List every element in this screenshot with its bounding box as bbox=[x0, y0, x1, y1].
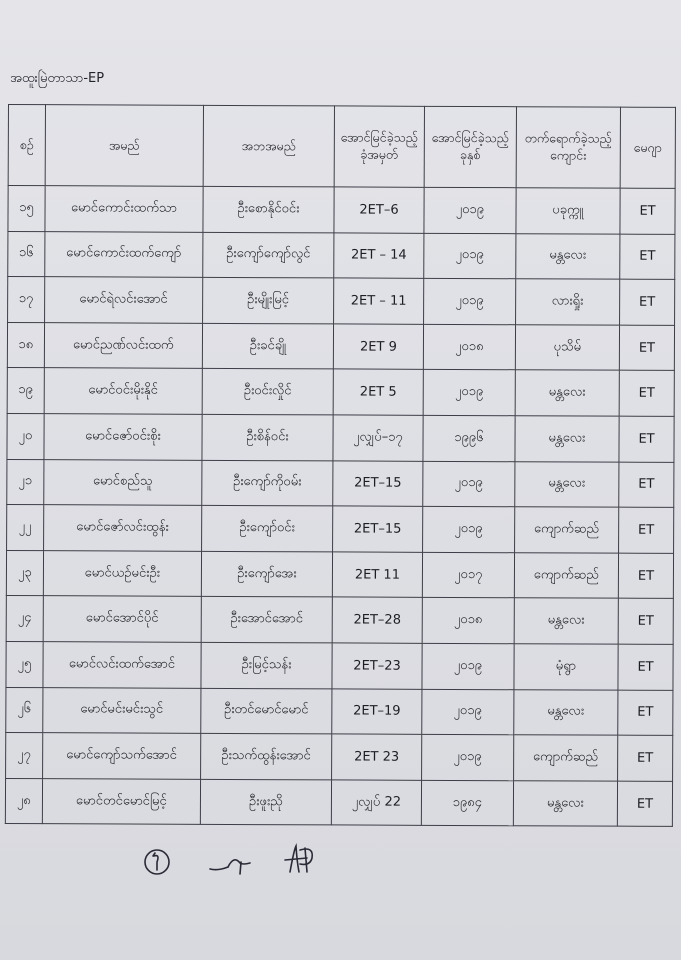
cell-year: ၂၀၁၉ bbox=[422, 643, 514, 689]
cell-year: ၁၉၉၆ bbox=[423, 415, 515, 461]
cell-major: ET bbox=[618, 599, 673, 645]
col-header-year: အောင်မြင်ခဲ့သည့် ခုနှစ် bbox=[424, 106, 516, 187]
cell-father-name: ဦးကျော်ကိုဝမ်း bbox=[202, 460, 333, 506]
cell-name: မောင်မင်းမင်းသွင် bbox=[43, 687, 201, 733]
cell-major: ET bbox=[618, 644, 673, 690]
cell-serial: ၂၇ bbox=[6, 733, 43, 779]
cell-serial: ၂၂ bbox=[7, 505, 44, 551]
cell-name: မောင်စည်သူ bbox=[44, 459, 202, 505]
cell-father-name: ဦးအောင်အောင် bbox=[201, 597, 332, 643]
cell-father-name: ဦးခင်ချို bbox=[202, 323, 333, 369]
cell-school: မန္တလေး bbox=[514, 689, 618, 735]
table-row bbox=[5, 778, 672, 827]
cell-name: မောင်ရဲလင်းအောင် bbox=[45, 277, 203, 323]
cell-serial: ၁၆ bbox=[8, 231, 45, 277]
cell-serial: ၂၀ bbox=[7, 413, 44, 459]
handwritten-signature-2 bbox=[285, 846, 312, 872]
cell-father-name: ဦးဝင်းလှိုင် bbox=[202, 369, 333, 415]
table-row bbox=[8, 231, 675, 280]
cell-serial: ၁၈ bbox=[7, 322, 44, 368]
cell-major: ET bbox=[619, 416, 674, 462]
col-header-school: တက်ရောက်ခဲ့သည့်ကျောင်း bbox=[516, 107, 620, 188]
cell-year: ၂၀၁၉ bbox=[423, 370, 515, 416]
cell-father-name: ဦးမြင့်သန်း bbox=[201, 642, 332, 688]
cell-school: ကျောက်ဆည် bbox=[514, 735, 618, 781]
cell-major: ET bbox=[620, 188, 675, 234]
handwritten-signature-1 bbox=[210, 860, 250, 874]
cell-year: ၂၀၁၈ bbox=[423, 324, 515, 370]
cell-major: ET bbox=[617, 781, 672, 827]
cell-roll-number: 2ET 23 bbox=[332, 734, 422, 780]
cell-serial: ၂၈ bbox=[5, 778, 42, 824]
table-row bbox=[7, 413, 674, 462]
handwritten-mark bbox=[145, 850, 169, 874]
cell-serial: ၁၅ bbox=[8, 186, 45, 232]
col-header-name: အမည် bbox=[45, 105, 203, 187]
cell-major: ET bbox=[619, 371, 674, 417]
cell-school: မုံရွာ bbox=[514, 644, 618, 690]
cell-year: ၂၀၁၉ bbox=[424, 187, 516, 233]
cell-serial: ၂၅ bbox=[6, 641, 43, 687]
cell-roll-number: 2ET 9 bbox=[333, 324, 423, 370]
table-row bbox=[7, 505, 674, 554]
cell-school: မန္တလေး bbox=[514, 598, 618, 644]
cell-roll-number: 2ET 11 bbox=[332, 552, 422, 598]
cell-name: မောင်ဇော်ဝင်းစိုး bbox=[44, 414, 202, 460]
table-row bbox=[7, 459, 674, 508]
cell-name: မောင်ယဉ်မင်းဦး bbox=[43, 550, 201, 596]
cell-serial: ၂၃ bbox=[6, 550, 43, 596]
cell-roll-number: 2ET–28 bbox=[332, 597, 422, 643]
cell-school: ကျောက်ဆည် bbox=[515, 507, 619, 553]
cell-major: ET bbox=[619, 507, 674, 553]
table-row bbox=[8, 186, 675, 235]
cell-serial: ၂၄ bbox=[6, 596, 43, 642]
cell-major: ET bbox=[618, 735, 673, 781]
cell-roll-number: ၂လျှပ်–၁၇ bbox=[333, 415, 423, 461]
cell-major: ET bbox=[619, 462, 674, 508]
cell-roll-number: 2ET–15 bbox=[333, 460, 423, 506]
table-row bbox=[6, 641, 673, 690]
cell-year: ၂၀၁၉ bbox=[423, 461, 515, 507]
cell-school: မန္တလေး bbox=[516, 233, 620, 279]
cell-roll-number: 2ET 5 bbox=[333, 369, 423, 415]
cell-father-name: ဦးကျော်ကျော်လွင် bbox=[203, 232, 334, 278]
cell-serial: ၁၇ bbox=[8, 277, 45, 323]
cell-year: ၂၀၁၉ bbox=[422, 734, 514, 780]
cell-year: ၂၀၁၇ bbox=[422, 552, 514, 598]
cell-school: မန္တလေး bbox=[513, 780, 617, 826]
cell-year: ၂၀၁၉ bbox=[424, 233, 516, 279]
cell-school: ပခုက္ကူ bbox=[516, 188, 620, 234]
cell-father-name: ဦးကျော်အေး bbox=[201, 551, 332, 597]
cell-major: ET bbox=[618, 553, 673, 599]
student-register-table bbox=[5, 104, 676, 827]
cell-name: မောင်တင်မောင်မြင့် bbox=[42, 778, 200, 824]
table-row bbox=[6, 733, 673, 782]
cell-name: မောင်ဇော်လင်းထွန်း bbox=[44, 505, 202, 551]
cell-year: ၁၉၈၄ bbox=[421, 780, 513, 826]
table-row bbox=[6, 687, 673, 736]
cell-roll-number: 2ET–19 bbox=[332, 688, 422, 734]
cell-school: လားရှိုး bbox=[516, 279, 620, 325]
cell-year: ၂၀၁၉ bbox=[424, 279, 516, 325]
cell-roll-number: 2ET–23 bbox=[332, 643, 422, 689]
cell-roll-number: ၂လျှပ် 22 bbox=[331, 780, 421, 826]
cell-major: ET bbox=[618, 690, 673, 736]
cell-father-name: ဦးစိန်ဝင်း bbox=[202, 414, 333, 460]
cell-father-name: ဦးတင်မောင်မောင် bbox=[201, 688, 332, 734]
col-header-major: မေဂျာ bbox=[620, 107, 675, 188]
table-row bbox=[7, 322, 674, 371]
table-row bbox=[7, 368, 674, 417]
cell-year: ၂၀၁၉ bbox=[423, 506, 515, 552]
col-header-serial: စဉ် bbox=[8, 105, 45, 186]
table-row bbox=[6, 550, 673, 599]
page-heading: အထူးမြဲတာသာ-EP bbox=[10, 71, 105, 86]
cell-name: မောင်ဝင်းမိုးနိုင် bbox=[44, 368, 202, 414]
col-header-roll-number: အောင်မြင်ခဲ့သည့် ခုံအမှတ် bbox=[334, 106, 424, 187]
cell-name: မောင်လင်းထက်အောင် bbox=[43, 642, 201, 688]
cell-school: မန္တလေး bbox=[515, 416, 619, 462]
signature-area bbox=[140, 836, 360, 886]
cell-roll-number: 2ET–15 bbox=[333, 506, 423, 552]
cell-major: ET bbox=[619, 325, 674, 371]
cell-school: မန္တလေး bbox=[515, 461, 619, 507]
cell-name: မောင်ညဏ်လင်းထက် bbox=[44, 322, 202, 368]
cell-father-name: ဦးဖူးညို bbox=[200, 779, 331, 825]
cell-school: မန္တလေး bbox=[515, 370, 619, 416]
cell-school: ကျောက်ဆည် bbox=[514, 552, 618, 598]
cell-roll-number: 2ET – 14 bbox=[334, 233, 424, 279]
col-header-father-name: အဘအမည် bbox=[203, 105, 334, 187]
cell-year: ၂၀၁၈ bbox=[422, 598, 514, 644]
cell-roll-number: 2ET – 11 bbox=[334, 278, 424, 324]
cell-roll-number: 2ET–6 bbox=[334, 187, 424, 233]
cell-serial: ၁၉ bbox=[7, 368, 44, 414]
cell-father-name: ဦးကျော်ဝင်း bbox=[202, 506, 333, 552]
cell-father-name: ဦးမျိုးမြင့် bbox=[203, 278, 334, 324]
cell-name: မောင်ကျော်သက်အောင် bbox=[43, 733, 201, 779]
cell-major: ET bbox=[620, 279, 675, 325]
cell-major: ET bbox=[620, 234, 675, 280]
cell-year: ၂၀၁၉ bbox=[422, 689, 514, 735]
table-row bbox=[8, 277, 675, 326]
cell-father-name: ဦးသက်ထွန်းအောင် bbox=[201, 733, 332, 779]
cell-school: ပုသိမ် bbox=[515, 324, 619, 370]
cell-father-name: ဦးစောနိုင်ဝင်း bbox=[203, 186, 334, 232]
cell-name: မောင်ကောင်းထက်ကျော် bbox=[45, 231, 203, 277]
cell-serial: ၂၁ bbox=[7, 459, 44, 505]
cell-serial: ၂၆ bbox=[6, 687, 43, 733]
header-row bbox=[8, 105, 675, 189]
table-row bbox=[6, 596, 673, 645]
cell-name: မောင်အောင်ပိုင် bbox=[43, 596, 201, 642]
cell-name: မောင်ကောင်းထက်သာ bbox=[45, 186, 203, 232]
